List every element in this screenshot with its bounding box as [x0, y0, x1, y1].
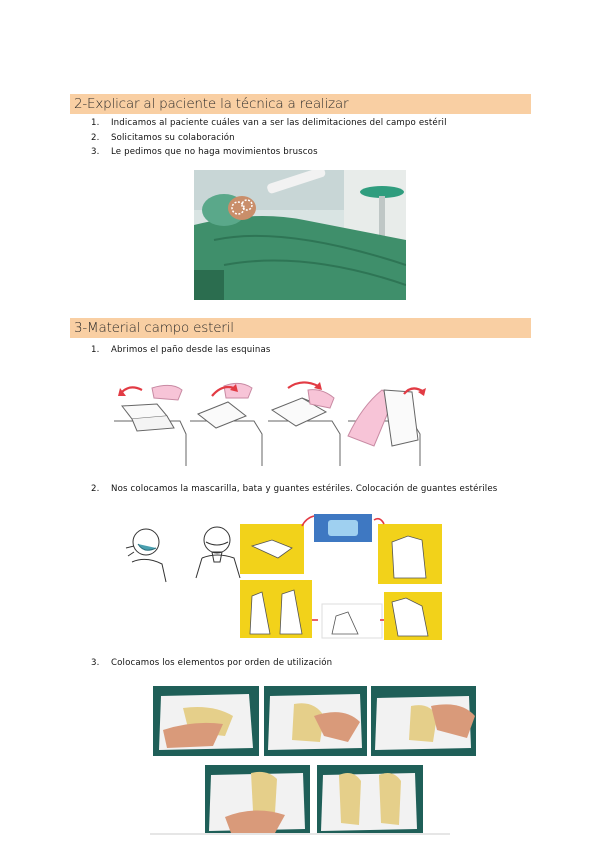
section-2-list [91, 116, 447, 160]
glove-photo-3 [371, 686, 476, 756]
glove-photo-2 [264, 686, 367, 756]
footer-faint-text [150, 830, 450, 838]
section-3-list-2 [91, 482, 497, 497]
list-item: 3. Colocamos los elementos por orden de utilización [91, 658, 333, 668]
section-2-heading: 2-Explicar al paciente la técnica a realizar [70, 94, 531, 114]
patient-drape-photo [194, 170, 406, 300]
list-item: 2. Nos colocamos la mascarilla, bata y guantes estériles. Colocación de guantes estériles [91, 484, 498, 494]
list-item: 2. Solicitamos su colaboración [91, 132, 235, 143]
section-3-heading: 3-Material campo esteril [70, 318, 531, 338]
section-3-list-1 [91, 343, 271, 358]
list-item: 1. Indicamos al paciente cuáles van a ser las delimitaciones del campo estéril [91, 118, 447, 128]
gowning-gloving-illustration [122, 512, 447, 642]
glove-photo-4 [205, 765, 310, 835]
section-3-list-3 [91, 656, 332, 671]
list-item: 3. Le pedimos que no haga movimientos bruscos [91, 147, 318, 157]
glove-photo-1 [153, 686, 259, 756]
drape-opening-illustration [112, 376, 432, 466]
list-item: 1. Abrimos el paño desde las esquinas [91, 345, 271, 355]
glove-photo-5 [317, 765, 423, 835]
